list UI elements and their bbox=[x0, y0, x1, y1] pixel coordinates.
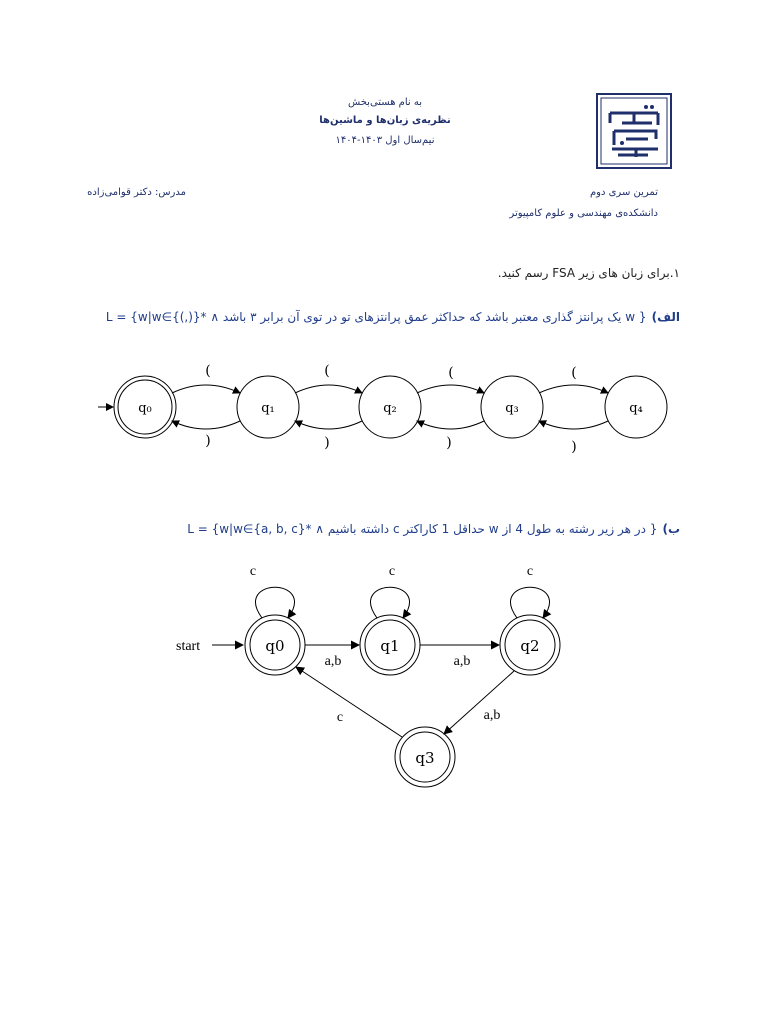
question-1-title: ۱.برای زبان های زیر FSA رسم کنید. bbox=[497, 266, 680, 280]
state-q1-label: q₁ bbox=[261, 401, 275, 416]
loop-q0-label: c bbox=[249, 564, 257, 579]
faculty-name: دانشکده‌ی مهندسی و علوم کامپیوتر bbox=[509, 208, 658, 219]
edge-b-q3-q0-label: c bbox=[336, 710, 344, 725]
loop-q1-label: c bbox=[388, 564, 396, 579]
state-b-q2-label: q2 bbox=[520, 637, 540, 655]
state-b-q1-label: q1 bbox=[380, 637, 400, 655]
state-q4 bbox=[605, 376, 667, 438]
edge-q2-q1 bbox=[295, 421, 362, 429]
edge-b-q1-q2-label: a,b bbox=[453, 654, 471, 669]
label-open-1: ( bbox=[205, 363, 211, 379]
instructor-name: مدرس: دکتر قوامی‌زاده bbox=[87, 187, 186, 198]
loop-q2-label: c bbox=[526, 564, 534, 579]
header-line-1: به نام هستی‌بخش bbox=[347, 97, 423, 108]
course-title: نظریه‌ی زبان‌ها و ماشین‌ها bbox=[319, 115, 451, 126]
state-q2 bbox=[359, 376, 421, 438]
university-logo bbox=[596, 93, 672, 169]
state-q0-label: q₀ bbox=[138, 401, 152, 416]
label-open-2: ( bbox=[324, 363, 330, 379]
state-b-q3-label: q3 bbox=[415, 749, 435, 767]
edge-q1-q2 bbox=[295, 385, 362, 393]
part-a-automaton bbox=[0, 355, 768, 465]
part-a-statement bbox=[105, 306, 680, 325]
loop-q1 bbox=[371, 587, 410, 618]
label-close-3: ) bbox=[446, 435, 452, 451]
state-b-q1 bbox=[360, 615, 420, 675]
part-b-text: { در هر زیر رشته به طول 4 از w حداقل 1 کاراکتر c داشته باشیم ∧ *{a, b, c}∋L = {w|w bbox=[187, 522, 658, 536]
state-q2-label: q₂ bbox=[383, 401, 397, 416]
assignment-title: تمرین سری دوم bbox=[589, 187, 658, 198]
part-a-label: الف) bbox=[651, 310, 680, 324]
edge-b-q0-q1-label: a,b bbox=[324, 654, 342, 669]
part-b-statement bbox=[187, 518, 680, 537]
edge-q3-q4 bbox=[539, 385, 608, 393]
state-q3 bbox=[481, 376, 543, 438]
part-b-label: ب) bbox=[662, 522, 680, 536]
edge-q4-q3 bbox=[539, 421, 608, 429]
state-b-q0 bbox=[245, 615, 305, 675]
state-b-q2 bbox=[500, 615, 560, 675]
part-b-automaton bbox=[0, 555, 768, 805]
edge-b-q2-q3-label: a,b bbox=[483, 708, 501, 723]
edge-b-q2-q3 bbox=[444, 671, 514, 734]
state-q3-label: q₃ bbox=[505, 401, 519, 416]
semester: نیم‌سال اول ۱۴۰۳-۱۴۰۴ bbox=[335, 135, 435, 146]
label-open-4: ( bbox=[571, 365, 577, 381]
part-a-text: { w یک پرانتز گذاری معتبر باشد که حداکثر عمق پرانتزهای تو در توی آن برابر ۳ باشد ∧ *{(,)}∋L = {w|w bbox=[105, 310, 647, 324]
label-open-3: ( bbox=[448, 365, 454, 381]
edge-b-q3-q0 bbox=[296, 667, 402, 737]
label-close-1: ) bbox=[205, 433, 211, 449]
state-b-q3 bbox=[395, 727, 455, 787]
state-q0 bbox=[114, 376, 176, 438]
state-b-q0-label: q0 bbox=[265, 637, 285, 655]
loop-q0 bbox=[256, 587, 295, 618]
start-label: start bbox=[176, 639, 201, 654]
state-q1 bbox=[237, 376, 299, 438]
state-q4-label: q₄ bbox=[629, 401, 643, 416]
edge-q2-q3 bbox=[417, 385, 484, 393]
edge-q1-q0 bbox=[172, 421, 240, 429]
edge-q0-q1 bbox=[172, 385, 240, 393]
loop-q2 bbox=[511, 587, 550, 618]
label-close-2: ) bbox=[324, 435, 330, 451]
label-close-4: ) bbox=[571, 439, 577, 455]
edge-q3-q2 bbox=[417, 421, 484, 429]
